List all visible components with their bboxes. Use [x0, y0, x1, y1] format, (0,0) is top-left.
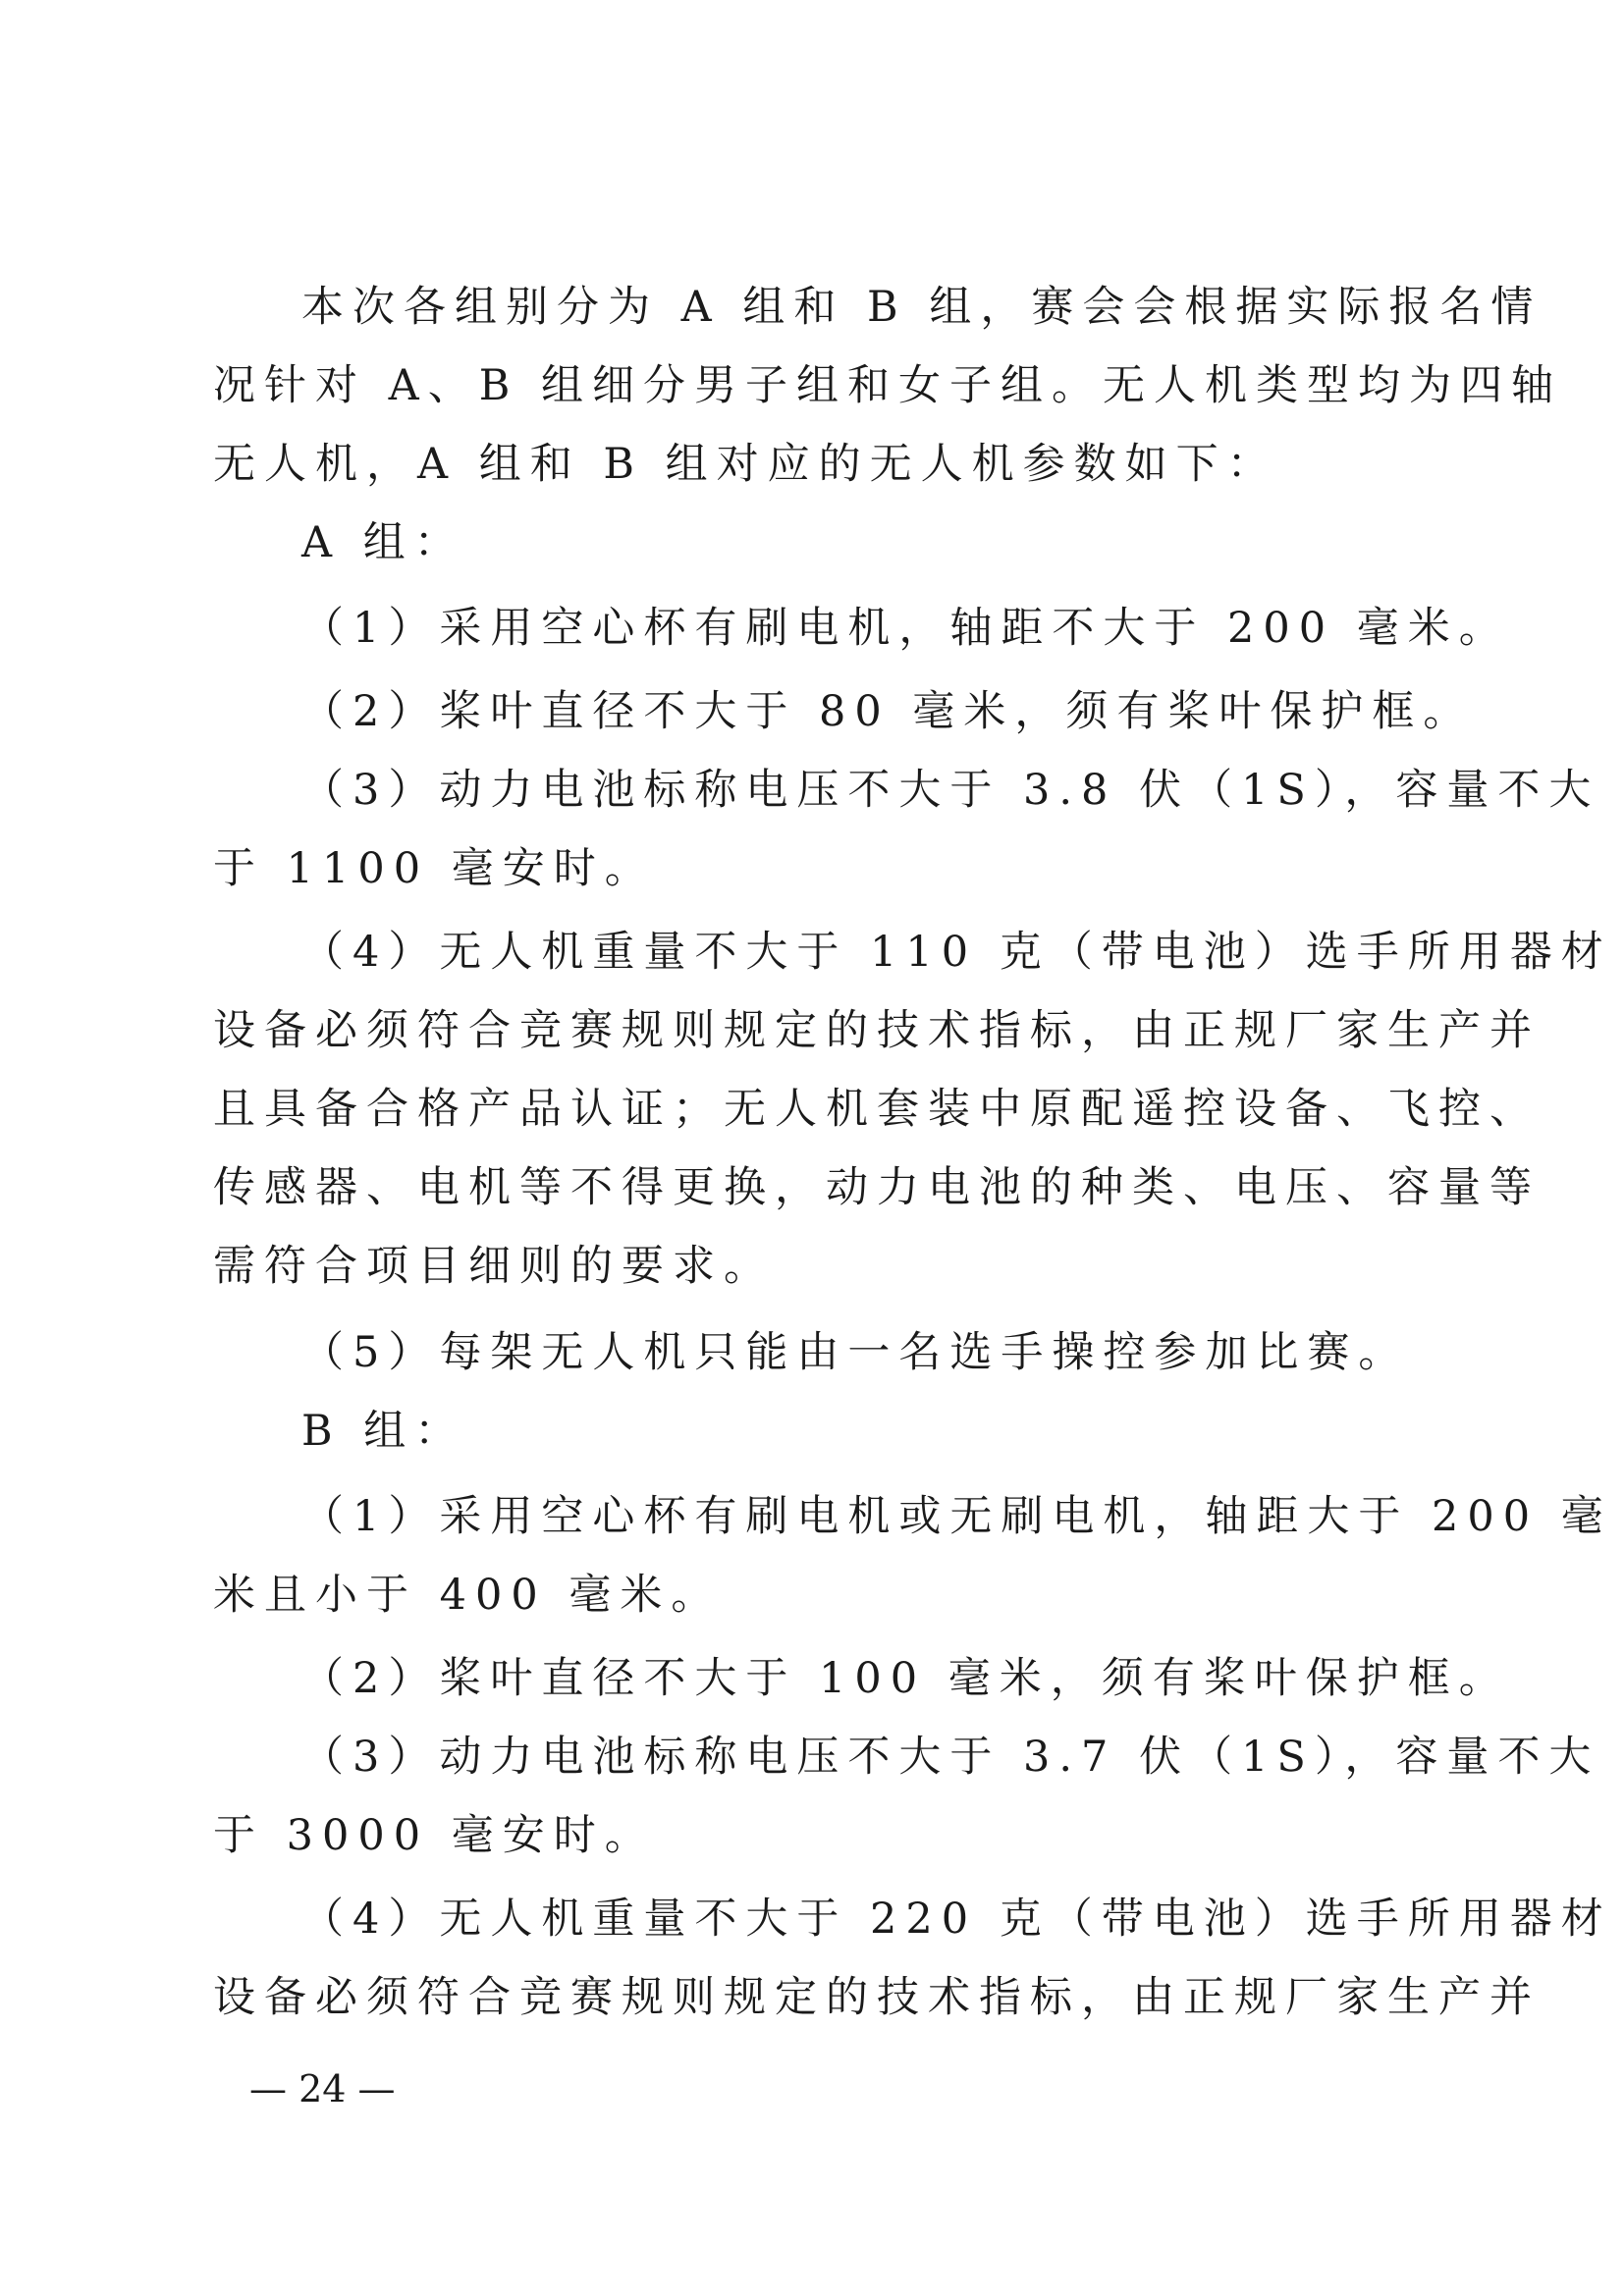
paragraph-line: 况针对 A、B 组细分男子组和女子组。无人机类型均为四轴: [213, 361, 1562, 410]
list-item-continuation: 设备必须符合竞赛规则规定的技术指标，由正规厂家生产并: [213, 1006, 1541, 1055]
page-number: — 24 —: [249, 2067, 396, 2110]
list-item: （1）采用空心杯有刷电机，轴距不大于 200 毫米。: [301, 604, 1510, 653]
list-item: （5）每架无人机只能由一名选手操控参加比赛。: [301, 1328, 1410, 1377]
list-item: （4）无人机重量不大于 110 克（带电池）选手所用器材: [301, 928, 1612, 977]
list-item: （3）动力电池标称电压不大于 3.8 伏（1S），容量不大: [301, 766, 1600, 815]
list-item: （1）采用空心杯有刷电机或无刷电机，轴距大于 200 毫: [301, 1492, 1612, 1541]
list-item-continuation: 于 3000 毫安时。: [213, 1811, 656, 1860]
paragraph-line: 无人机，A 组和 B 组对应的无人机参数如下：: [213, 440, 1278, 489]
list-item-continuation: 于 1100 毫安时。: [213, 844, 656, 893]
list-item-continuation: 传感器、电机等不得更换，动力电池的种类、电压、容量等: [213, 1163, 1541, 1212]
list-item: （2）桨叶直径不大于 100 毫米，须有桨叶保护框。: [301, 1654, 1510, 1703]
paragraph-line: 本次各组别分为 A 组和 B 组，赛会会根据实际报名情: [301, 283, 1543, 332]
list-item-continuation: 设备必须符合竞赛规则规定的技术指标，由正规厂家生产并: [213, 1973, 1541, 2022]
section-heading-group-a: A 组：: [301, 518, 465, 567]
section-heading-group-b: B 组：: [301, 1407, 466, 1456]
list-item: （2）桨叶直径不大于 80 毫米，须有桨叶保护框。: [301, 687, 1475, 736]
list-item: （3）动力电池标称电压不大于 3.7 伏（1S），容量不大: [301, 1733, 1600, 1782]
list-item-continuation: 米且小于 400 毫米。: [213, 1571, 723, 1620]
list-item: （4）无人机重量不大于 220 克（带电池）选手所用器材: [301, 1895, 1612, 1944]
list-item-continuation: 且具备合格产品认证；无人机套装中原配遥控设备、飞控、: [213, 1085, 1541, 1134]
list-item-continuation: 需符合项目细则的要求。: [213, 1242, 775, 1291]
